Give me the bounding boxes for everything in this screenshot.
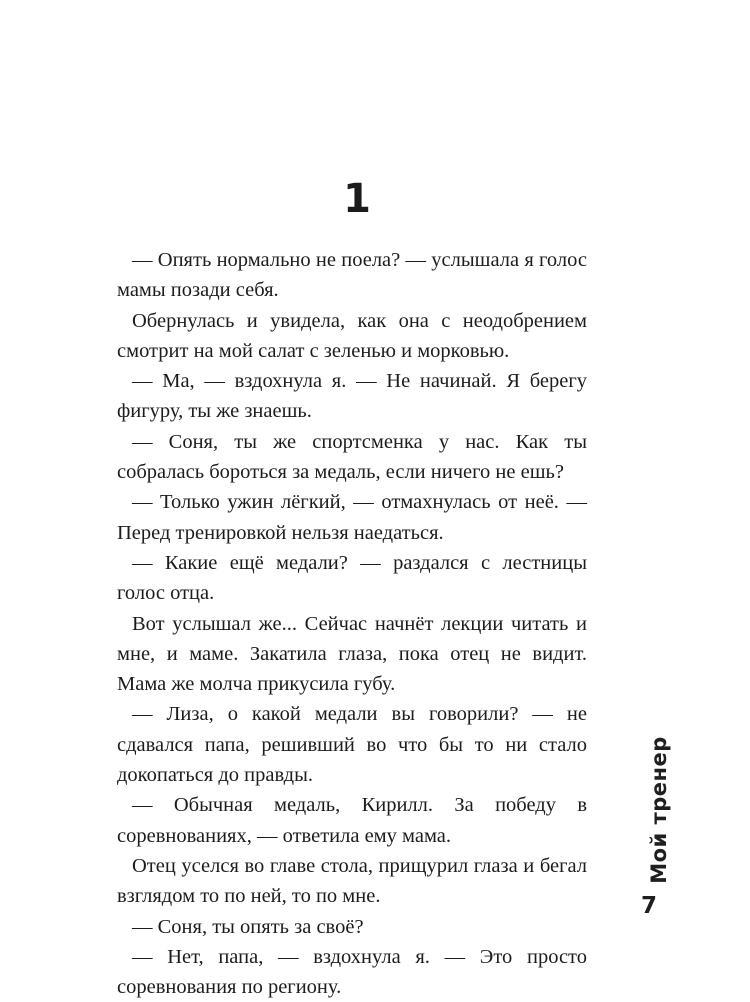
paragraph: Отец уселся во главе стола, прищурил глаза и бегал взглядом то по ней, то по мне. [117, 854, 587, 908]
paragraph: — Соня, ты же спортсменка у нас. Как ты собралась бороться за медаль, если ничего не ешь? [117, 430, 587, 484]
paragraph: Обернулась и увидела, как она с неодобрением смотрит на мой салат с зеленью и морковью. [117, 309, 587, 362]
body-text [117, 245, 587, 1002]
paragraph: — Соня, ты опять за своё? [132, 915, 364, 938]
page-number: 7 [640, 893, 657, 919]
running-title: Мой тренер [647, 736, 671, 884]
paragraph: — Обычная медаль, Кирилл. За победу в соревнованиях, — ответила ему мама. [117, 794, 587, 847]
paragraph: — Какие ещё медали? — раздался с лестницы голос отца. [117, 551, 587, 605]
paragraph: — Только ужин лёгкий, — отмахнулась от неё. — Перед тренировкой нельзя наедаться. [117, 491, 587, 544]
paragraph: — Лиза, о какой медали вы говорили? — не сдавался папа, решивший во что бы то ни стало докопаться до правды. [117, 703, 587, 787]
chapter-number: 1 [343, 176, 371, 222]
paragraph: Вот услышал же... Сейчас начнёт лекции читать и мне, и маме. Закатила глаза, пока отец не видит. Мама же молча прикусила губу. [117, 612, 587, 696]
paragraph: — Опять нормально не поела? — услышала я голос мамы позади себя. [117, 249, 587, 302]
paragraph: — Нет, папа, — вздохнула я. — Это просто соревнования по региону. [117, 945, 587, 999]
paragraph: — Ма, — вздохнула я. — Не начинай. Я берегу фигуру, ты же знаешь. [117, 370, 587, 423]
